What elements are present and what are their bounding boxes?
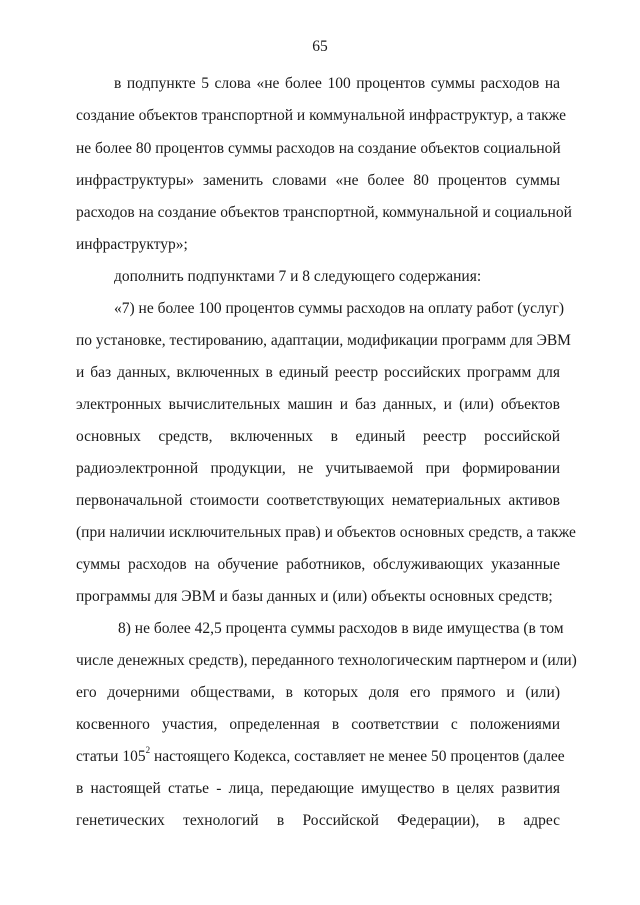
- text-fragment: настоящего Кодекса, составляет не менее 50 процентов (далее: [150, 748, 565, 765]
- text-line: инфраструктуры» заменить словами «не более 80 процентов суммы: [76, 172, 560, 189]
- superscript: 2: [145, 744, 151, 755]
- text-line: программы для ЭВМ и базы данных и (или) объекты основных средств;: [76, 588, 553, 605]
- text-line: его дочерними обществами, в которых доля его прямого и (или): [76, 684, 560, 701]
- text-line: основных средств, включенных в единый реестр российской: [76, 428, 560, 445]
- text-line: в подпункте 5 слова «не более 100 процентов суммы расходов на: [114, 75, 560, 92]
- text-line: расходов на создание объектов транспортной, коммунальной и социальной: [76, 204, 572, 221]
- text-line: генетических технологий в Российской Федерации), в адрес: [76, 812, 560, 829]
- text-line: косвенного участия, определенная в соответствии с положениями: [76, 716, 560, 733]
- text-line: инфраструктур»;: [76, 236, 188, 253]
- text-line: числе денежных средств), переданного технологическим партнером и (или): [76, 652, 577, 669]
- text-fragment: статьи 105: [76, 748, 146, 765]
- text-line: и баз данных, включенных в единый реестр российских программ для: [76, 364, 560, 381]
- text-line: дополнить подпунктами 7 и 8 следующего содержания:: [114, 268, 482, 285]
- text-line: по установке, тестированию, адаптации, модификации программ для ЭВМ: [76, 332, 571, 349]
- page-number: 65: [312, 38, 328, 55]
- text-line: (при наличии исключительных прав) и объектов основных средств, а также: [76, 524, 576, 541]
- text-line: не более 80 процентов суммы расходов на создание объектов социальной: [76, 140, 561, 157]
- text-line: суммы расходов на обучение работников, обслуживающих указанные: [76, 556, 560, 573]
- text-line: электронных вычислительных машин и баз данных, и (или) объектов: [76, 396, 560, 413]
- text-line: «7) не более 100 процентов суммы расходов на оплату работ (услуг): [114, 300, 565, 317]
- text-line: в настоящей статье - лица, передающие имущество в целях развития: [76, 780, 560, 797]
- text-line: радиоэлектронной продукции, не учитываемой при формировании: [76, 460, 560, 477]
- text-line: 8) не более 42,5 процента суммы расходов в виде имущества (в том: [118, 620, 564, 637]
- text-line: создание объектов транспортной и коммунальной инфраструктур, а также: [76, 107, 567, 124]
- text-line: первоначальной стоимости соответствующих нематериальных активов: [76, 492, 560, 509]
- text-line: [76, 744, 565, 767]
